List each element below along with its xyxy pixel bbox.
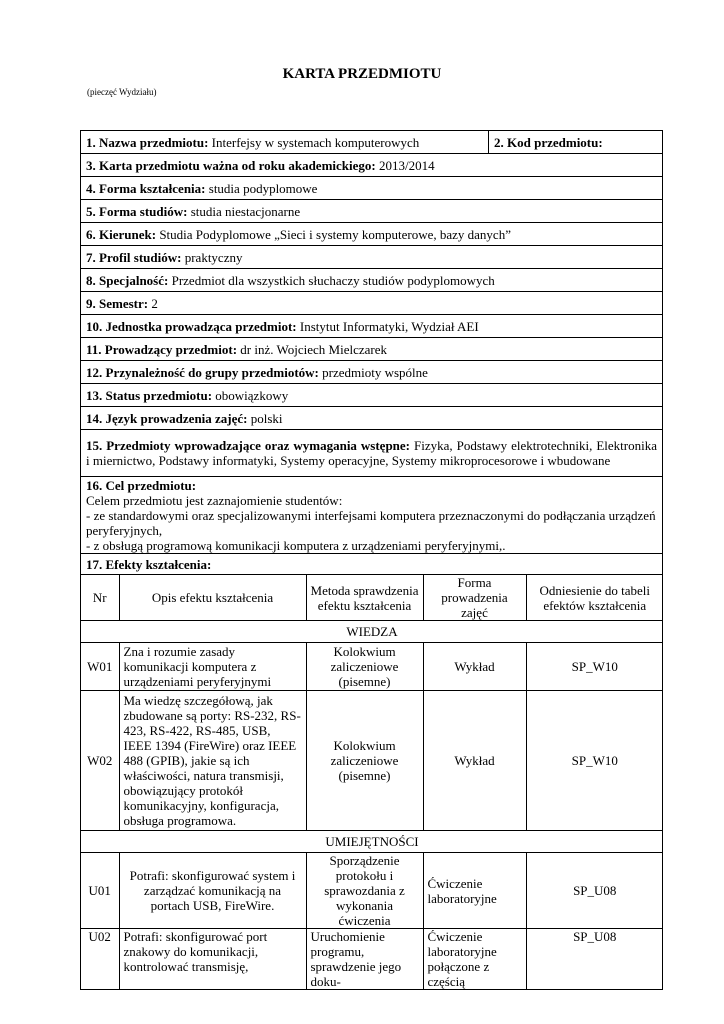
field-course-goal: 16. Cel przedmiotu: Celem przedmiotu jest zaznajomienie studentów: - ze standardowymi oraz specjalizowanymi interfejsami komputera przeznaczonymi do podłączania urządzeń peryferyjnych, - z obsługą programową komunikacji komputera z urządzeniami peryferyjnymi,. — [81, 477, 663, 554]
outcome-method: Sporządzenie protokołu i sprawozdania z wykonania ćwiczenia — [306, 853, 423, 929]
course-card-table — [80, 130, 663, 990]
outcome-reference: SP_U08 — [526, 853, 663, 929]
field-course-code: 2. Kod przedmiotu: — [489, 131, 663, 154]
field-language: 14. Język prowadzenia zajęć: polski — [81, 407, 663, 430]
outcome-description: Potrafi: skonfigurować system i zarządzać komunikacją na portach USB, FireWire. — [119, 853, 306, 929]
field-learning-outcomes: 17. Efekty kształcenia: — [81, 554, 663, 575]
outcome-nr: W01 — [81, 643, 119, 691]
outcome-form: Ćwiczenie laboratoryjne połączone z częścią — [423, 929, 526, 990]
field-subject-status: 13. Status przedmiotu: obowiązkowy — [81, 384, 663, 407]
outcome-form: Ćwiczenie laboratoryjne — [423, 853, 526, 929]
outcome-method: Kolokwium zaliczeniowe (pisemne) — [306, 691, 423, 831]
learning-outcomes-table — [81, 575, 663, 989]
header-reference: Odniesienie do tabeli efektów kształcenia — [526, 575, 663, 621]
goal-line: - z obsługą programową komunikacji komputera z urządzeniami peryferyjnymi,. — [86, 537, 506, 553]
field-specialty: 8. Specjalność: Przedmiot dla wszystkich słuchaczy studiów podyplomowych — [81, 269, 663, 292]
header-nr: Nr — [81, 575, 119, 621]
outcome-form: Wykład — [423, 691, 526, 831]
field-prerequisites: 15. Przedmioty wprowadzające oraz wymagania wstępne: Fizyka, Podstawy elektrotechniki, Elektronika i miernictwo, Podstawy informatyki, Systemy operacyjne, Systemy mikroprocesorowe i wbudowane — [81, 430, 663, 477]
field-course-name: 1. Nazwa przedmiotu: Interfejsy w systemach komputerowych — [81, 131, 489, 154]
field-education-form: 4. Forma kształcenia: studia podyplomowe — [81, 177, 663, 200]
header-description: Opis efektu kształcenia — [119, 575, 306, 621]
outcomes-header-row — [81, 575, 663, 621]
table-row — [81, 643, 663, 691]
outcome-nr: U01 — [81, 853, 119, 929]
table-row — [81, 853, 663, 929]
outcome-reference: SP_U08 — [526, 929, 663, 990]
outcome-reference: SP_W10 — [526, 691, 663, 831]
goal-line: Celem przedmiotu jest zaznajomienie studentów: — [86, 492, 343, 508]
field-valid-year: 3. Karta przedmiotu ważna od roku akademickiego: 2013/2014 — [81, 154, 663, 177]
field-direction: 6. Kierunek: Studia Podyplomowe „Sieci i systemy komputerowe, bazy danych” — [81, 223, 663, 246]
goal-line: - ze standardowymi oraz specjalizowanymi interfejsami komputera przeznaczonymi do podłączania urządzeń peryferyjnych, — [86, 507, 656, 538]
faculty-stamp-label: (pieczęć Wydziału) — [87, 87, 157, 97]
section-skills: UMIEJĘTNOŚCI — [81, 831, 663, 853]
field-lecturer: 11. Prowadzący przedmiot: dr inż. Wojciech Mielczarek — [81, 338, 663, 361]
document-title: KARTA PRZEDMIOTU — [282, 66, 442, 82]
outcome-form: Wykład — [423, 643, 526, 691]
outcome-description: Potrafi: skonfigurować port znakowy do komunikacji, kontrolować transmisję, — [119, 929, 306, 990]
outcome-method: Uruchomienie programu, sprawdzenie jego doku- — [306, 929, 423, 990]
header-form: Forma prowadzenia zajęć — [423, 575, 526, 621]
outcome-method: Kolokwium zaliczeniowe (pisemne) — [306, 643, 423, 691]
outcome-reference: SP_W10 — [526, 643, 663, 691]
outcome-nr: W02 — [81, 691, 119, 831]
field-unit: 10. Jednostka prowadząca przedmiot: Instytut Informatyki, Wydział AEI — [81, 315, 663, 338]
outcome-nr: U02 — [81, 929, 119, 990]
outcome-description: Ma wiedzę szczegółową, jak zbudowane są porty: RS-232, RS-423, RS-422, RS-485, USB, IEEE 1394 (FireWire) oraz IEEE 488 (GPIB), jakie są ich właściwości, natura transmisji, obowiązujący protokół komunikacyjny, konfiguracja, obsługa programowa. — [119, 691, 306, 831]
field-study-profile: 7. Profil studiów: praktyczny — [81, 246, 663, 269]
learning-outcomes-cell — [81, 575, 663, 990]
outcome-description: Zna i rozumie zasady komunikacji komputera z urządzeniami peryferyjnymi — [119, 643, 306, 691]
field-subject-group: 12. Przynależność do grupy przedmiotów: przedmioty wspólne — [81, 361, 663, 384]
field-semester: 9. Semestr: 2 — [81, 292, 663, 315]
field-study-form: 5. Forma studiów: studia niestacjonarne — [81, 200, 663, 223]
table-row — [81, 929, 663, 990]
header-method: Metoda sprawdzenia efektu kształcenia — [306, 575, 423, 621]
table-row — [81, 691, 663, 831]
section-knowledge: WIEDZA — [81, 621, 663, 643]
